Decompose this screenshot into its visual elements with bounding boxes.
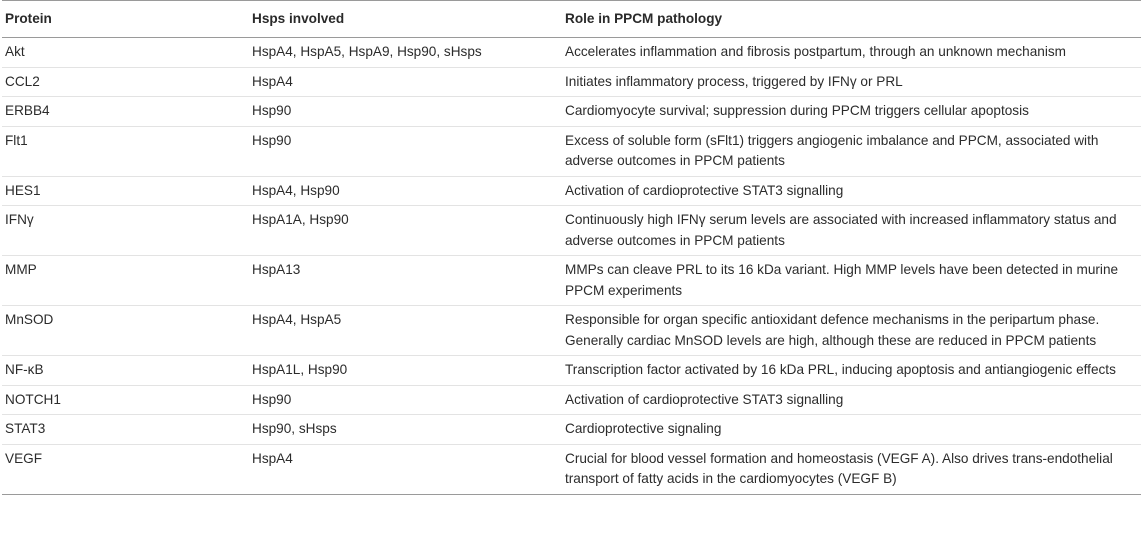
role-cell: Activation of cardioprotective STAT3 signalling bbox=[562, 176, 1141, 206]
protein-table-container bbox=[2, 0, 1141, 495]
role-cell: Responsible for organ specific antioxidant defence mechanisms in the peripartum phase. Generally cardiac MnSOD levels are high, although these are reduced in PPCM patients bbox=[562, 306, 1141, 356]
hsps-cell: Hsp90 bbox=[249, 97, 562, 127]
table-row bbox=[2, 126, 1141, 176]
protein-cell: MMP bbox=[2, 256, 249, 306]
role-cell: Transcription factor activated by 16 kDa PRL, inducing apoptosis and antiangiogenic effects bbox=[562, 356, 1141, 386]
hsps-cell: HspA4, Hsp90 bbox=[249, 176, 562, 206]
table-row bbox=[2, 415, 1141, 445]
hsps-cell: HspA4 bbox=[249, 444, 562, 494]
table-row bbox=[2, 97, 1141, 127]
hsps-cell: HspA1L, Hsp90 bbox=[249, 356, 562, 386]
role-cell: Crucial for blood vessel formation and homeostasis (VEGF A). Also drives trans-endothelial transport of fatty acids in the cardiomyocytes (VEGF B) bbox=[562, 444, 1141, 494]
role-cell: Accelerates inflammation and fibrosis postpartum, through an unknown mechanism bbox=[562, 38, 1141, 68]
header-hsps-involved: Hsps involved bbox=[249, 1, 562, 38]
protein-cell: VEGF bbox=[2, 444, 249, 494]
protein-cell: IFNγ bbox=[2, 206, 249, 256]
role-cell: MMPs can cleave PRL to its 16 kDa variant. High MMP levels have been detected in murine PPCM experiments bbox=[562, 256, 1141, 306]
header-row bbox=[2, 1, 1141, 38]
table-row bbox=[2, 206, 1141, 256]
role-cell: Cardiomyocyte survival; suppression during PPCM triggers cellular apoptosis bbox=[562, 97, 1141, 127]
protein-cell: Flt1 bbox=[2, 126, 249, 176]
table-row bbox=[2, 256, 1141, 306]
table-row bbox=[2, 444, 1141, 494]
protein-cell: NOTCH1 bbox=[2, 385, 249, 415]
protein-cell: STAT3 bbox=[2, 415, 249, 445]
table-header bbox=[2, 1, 1141, 38]
role-cell: Excess of soluble form (sFlt1) triggers angiogenic imbalance and PPCM, associated with adverse outcomes in PPCM patients bbox=[562, 126, 1141, 176]
hsps-cell: HspA4 bbox=[249, 67, 562, 97]
hsps-cell: HspA1A, Hsp90 bbox=[249, 206, 562, 256]
role-cell: Activation of cardioprotective STAT3 signalling bbox=[562, 385, 1141, 415]
table-row bbox=[2, 176, 1141, 206]
hsps-cell: Hsp90, sHsps bbox=[249, 415, 562, 445]
hsps-cell: HspA13 bbox=[249, 256, 562, 306]
hsps-cell: HspA4, HspA5, HspA9, Hsp90, sHsps bbox=[249, 38, 562, 68]
table-row bbox=[2, 356, 1141, 386]
protein-cell: Akt bbox=[2, 38, 249, 68]
hsps-cell: Hsp90 bbox=[249, 385, 562, 415]
header-role-in-ppcm: Role in PPCM pathology bbox=[562, 1, 1141, 38]
hsps-cell: HspA4, HspA5 bbox=[249, 306, 562, 356]
table-row bbox=[2, 306, 1141, 356]
header-protein: Protein bbox=[2, 1, 249, 38]
role-cell: Initiates inflammatory process, triggered by IFNγ or PRL bbox=[562, 67, 1141, 97]
protein-cell: NF-κB bbox=[2, 356, 249, 386]
protein-cell: HES1 bbox=[2, 176, 249, 206]
protein-cell: ERBB4 bbox=[2, 97, 249, 127]
table-row bbox=[2, 67, 1141, 97]
table-body bbox=[2, 38, 1141, 495]
protein-cell: MnSOD bbox=[2, 306, 249, 356]
protein-table bbox=[2, 0, 1141, 495]
protein-cell: CCL2 bbox=[2, 67, 249, 97]
table-row bbox=[2, 38, 1141, 68]
hsps-cell: Hsp90 bbox=[249, 126, 562, 176]
table-row bbox=[2, 385, 1141, 415]
role-cell: Continuously high IFNγ serum levels are associated with increased inflammatory status and adverse outcomes in PPCM patients bbox=[562, 206, 1141, 256]
role-cell: Cardioprotective signaling bbox=[562, 415, 1141, 445]
